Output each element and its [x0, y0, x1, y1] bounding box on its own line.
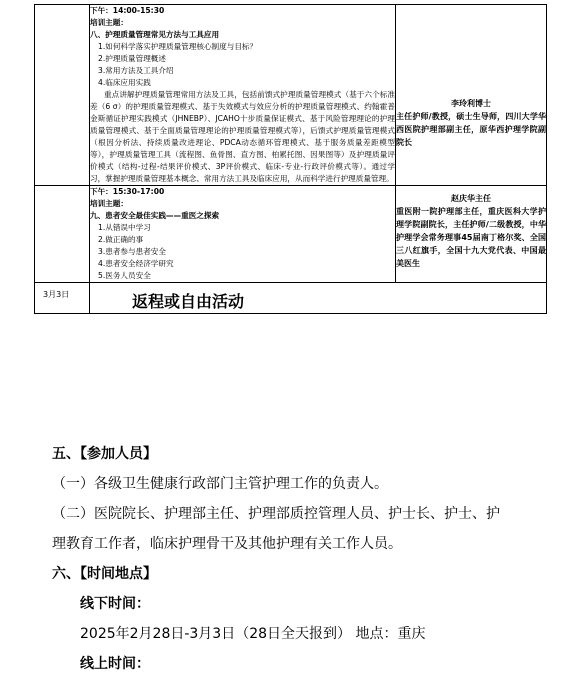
date-cell-empty	[35, 186, 90, 283]
list-item: 1.如何科学落实护理质量管理核心制度与目标？	[98, 42, 258, 51]
session-title: 八、护理质量管理常见方法与工具应用	[90, 30, 220, 39]
session-note: 返程或自由活动	[132, 292, 245, 311]
list-item: 1.从错误中学习	[98, 223, 151, 232]
section-5-paragraph-2-line-2: 理教育工作者，临床护理骨干及其他护理有关工作人员。	[52, 536, 402, 552]
list-item: 2.护理质量管理概述	[98, 54, 166, 63]
offline-time-label: 线下时间：	[80, 596, 150, 612]
table-row	[35, 186, 547, 283]
date-cell	[35, 283, 90, 314]
session-title: 九、患者安全最佳实践——重医之探索	[90, 211, 220, 220]
list-item: 4.临床应用实践	[98, 78, 151, 87]
section-5-title: 五、【参加人员】	[52, 446, 157, 462]
section-6-title: 六、【时间地点】	[52, 566, 157, 582]
speaker-cell	[396, 186, 547, 283]
section-5-paragraph-1: （一）各级卫生健康行政部门主管护理工作的负责人。	[52, 476, 388, 492]
offline-time-detail: 2025年2月28日-3月3日（28日全天报到） 地点：重庆	[80, 626, 426, 642]
session-time: 下午：14:00-15:30	[90, 6, 165, 15]
speaker-name: 赵庆华主任	[451, 194, 491, 203]
session-time: 下午：15:30-17:00	[90, 187, 165, 196]
session-content-cell	[90, 5, 396, 186]
topic-label: 培训主题：	[90, 18, 128, 27]
date-cell-empty	[35, 5, 90, 186]
table-row	[35, 283, 547, 314]
list-item: 3.常用方法及工具介绍	[98, 66, 174, 75]
list-item: 4.患者安全经济学研究	[98, 259, 174, 268]
topic-label: 培训主题：	[90, 199, 128, 208]
session-content-cell	[90, 283, 547, 314]
schedule-table	[34, 4, 547, 314]
session-description: 重点讲解护理质量管理常用方法及工具，包括前馈式护理质量管理模式（基于六个标准差（6 σ）的护理质量管理模式、基于失效模式与效应分析的护理质量管理模式、约翰霍普金斯循证护理实践模式（JHNEBP）、JCAHO十步质量保证模式、基于风险管理理论的护理质量管理模式、基于全面质量管理理论的护理质量管理模式等），后馈式护理质量管理模式（根因分析法、持续质量改进理论、PDCA动态循环管理模式、基于服务质量差距模型等），护理质量管理工具（流程图、鱼骨图、直方图、柏累托图、因果图等）及护理质量评价模式（结构-过程-结果评价模式、3P评价模式、临床-专业-行政评价模式等）。通过学习，掌握护理质量管理基本概念、常用方法工具及临床应用，从而科学进行护理质量管理。	[90, 90, 395, 183]
date-label: 3月3日	[43, 290, 70, 299]
session-content-cell	[90, 186, 396, 283]
list-item: 2.做正确的事	[98, 235, 144, 244]
speaker-name: 李玲利博士	[451, 99, 491, 108]
table-row	[35, 5, 547, 186]
speaker-cell	[396, 5, 547, 186]
online-time-label: 线上时间：	[80, 656, 150, 672]
list-item: 5.医务人员安全	[98, 271, 151, 280]
speaker-bio: 重医附一院护理部主任，重庆医科大学护理学院副院长，主任护师/二级教授，中华护理学会常务理事45届南丁格尔奖、全国三八红旗手，全国十九大党代表、中国最美医生	[396, 207, 546, 268]
speaker-bio: 主任护师/教授，硕士生导师，四川大学华西医院护理部副主任，原华西护理学院副院长	[396, 112, 546, 147]
section-5-paragraph-2-line-1: （二）医院院长、护理部主任、护理部质控管理人员、护士长、护士、护	[52, 506, 500, 522]
list-item: 3.患者参与患者安全	[98, 247, 166, 256]
